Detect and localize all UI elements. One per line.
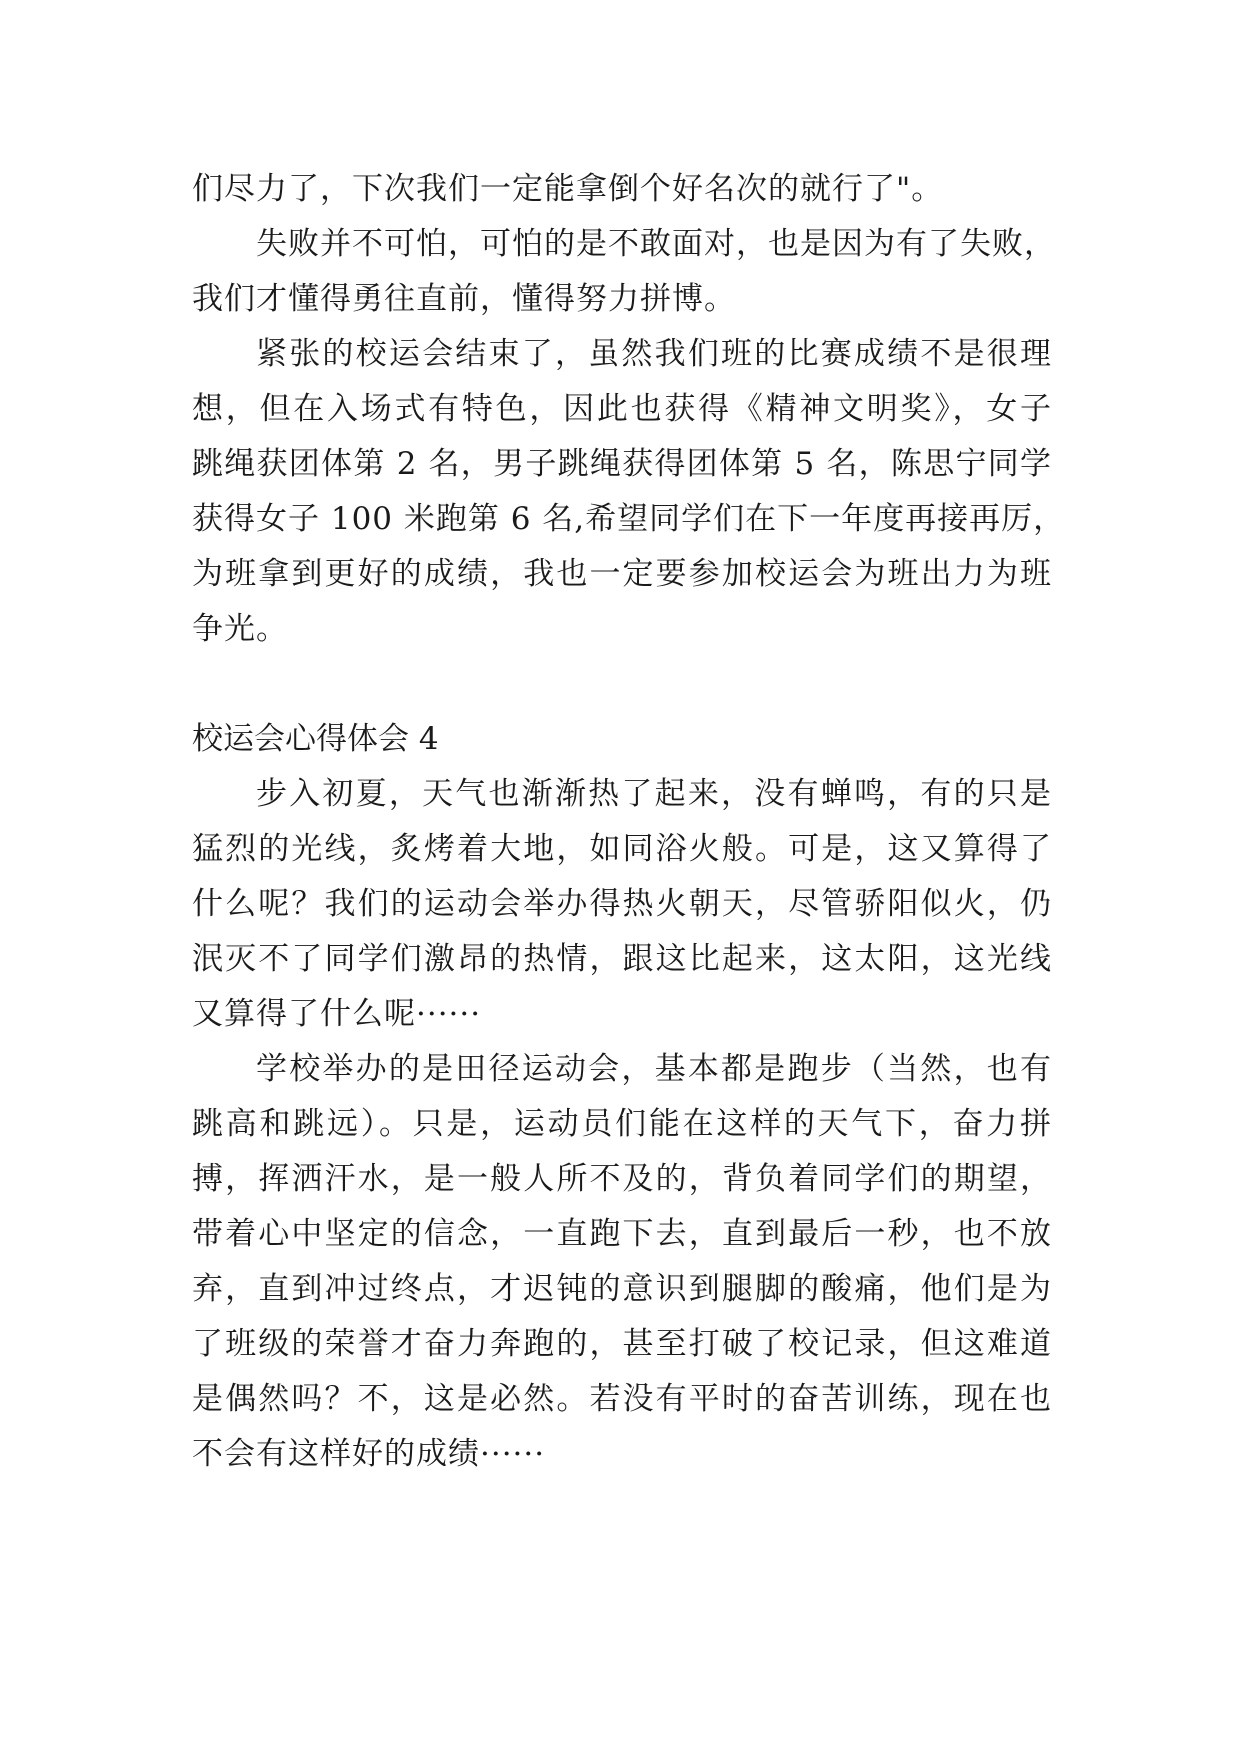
paragraph-line: 学校举办的是田径运动会，基本都是跑步（当然，也有 <box>256 1051 1052 1087</box>
paragraph-line: 了班级的荣誉才奋力奔跑的，甚至打破了校记录，但这难道 <box>192 1326 1052 1362</box>
paragraph-line: 争光。 <box>192 611 288 647</box>
paragraph-line: 步入初夏，天气也渐渐热了起来，没有蝉鸣，有的只是 <box>256 776 1052 812</box>
paragraph-line: 不会有这样好的成绩······ <box>192 1436 546 1472</box>
paragraph-line: 为班拿到更好的成绩，我也一定要参加校运会为班出力为班 <box>192 556 1052 592</box>
paragraph-line: 想，但在入场式有特色，因此也获得《精神文明奖》，女子 <box>192 391 1052 427</box>
paragraph-line: 跳绳获团体第 2 名，男子跳绳获得团体第 5 名，陈思宁同学 <box>192 446 1052 482</box>
paragraph-line: 获得女子 100 米跑第 6 名,希望同学们在下一年度再接再厉， <box>192 501 1066 537</box>
paragraph-line: 是偶然吗？不，这是必然。若没有平时的奋苦训练，现在也 <box>192 1381 1052 1417</box>
paragraph-line: 跳高和跳远）。只是，运动员们能在这样的天气下，奋力拼 <box>192 1106 1052 1142</box>
paragraph-line: 失败并不可怕，可怕的是不敢面对，也是因为有了失败， <box>256 226 1056 262</box>
paragraph-line: 带着心中坚定的信念，一直跑下去，直到最后一秒，也不放 <box>192 1216 1052 1252</box>
paragraph-line: 泯灭不了同学们激昂的热情，跟这比起来，这太阳，这光线 <box>192 941 1052 977</box>
paragraph-line: 猛烈的光线，炙烤着大地，如同浴火般。可是，这又算得了 <box>192 831 1052 867</box>
paragraph-line: 我们才懂得勇往直前，懂得努力拼博。 <box>192 281 736 317</box>
paragraph-line: 弃，直到冲过终点，才迟钝的意识到腿脚的酸痛，他们是为 <box>192 1271 1052 1307</box>
paragraph-line: 又算得了什么呢······ <box>192 996 482 1032</box>
paragraph-line: 紧张的校运会结束了，虽然我们班的比赛成绩不是很理 <box>256 336 1052 372</box>
paragraph-line: 搏，挥洒汗水，是一般人所不及的，背负着同学们的期望， <box>192 1161 1052 1197</box>
section-title: 校运会心得体会 4 <box>192 721 439 757</box>
paragraph-line: 们尽力了，下次我们一定能拿倒个好名次的就行了"。 <box>192 171 944 207</box>
paragraph-line: 什么呢？我们的运动会举办得热火朝天，尽管骄阳似火，仍 <box>192 886 1052 922</box>
